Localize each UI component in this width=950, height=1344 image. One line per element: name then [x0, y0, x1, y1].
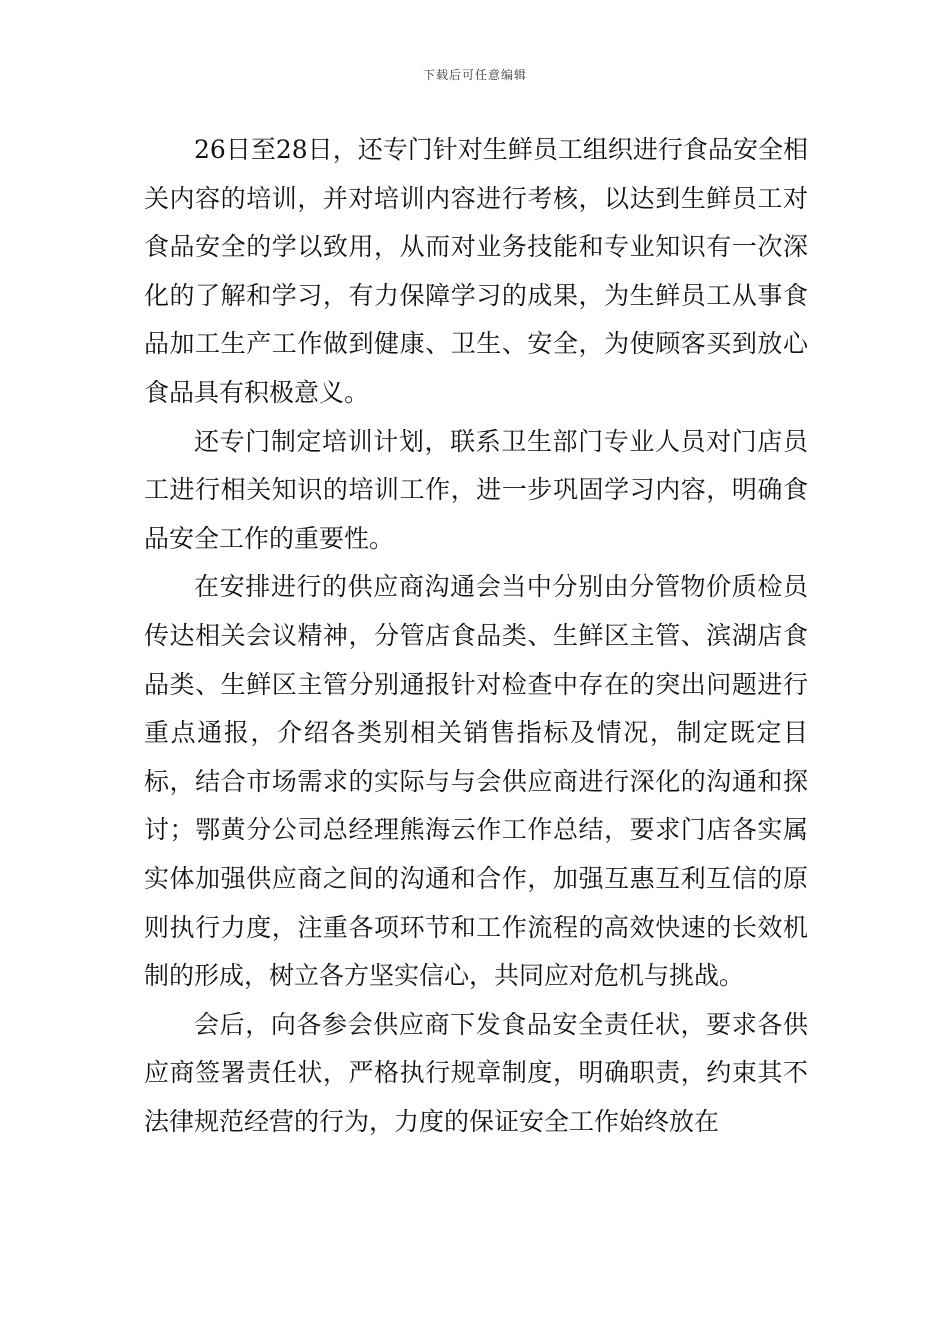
page-header: 下载后可任意编辑 — [422, 68, 527, 82]
paragraph-training-plan: 还专门制定培训计划，联系卫生部门专业人员对门店员工进行相关知识的培训工作，进一步巩固学习内容，明确食品安全工作的重要性。 — [144, 426, 808, 553]
paragraph-supplier-meeting: 在安排进行的供应商沟通会当中分别由分管物价质检员传达相关会议精神，分管店食品类、生鲜区主管、滨湖店食品类、生鲜区主管分别通报针对检查中存在的突出问题进行重点通报，介绍各类别相关销售指标及情况，制定既定目标，结合市场需求的实际与与会供应商进行深化的沟通和探讨；鄂黄分公司总经理熊海云作工作总结，要求门店各实属实体加强供应商之间的沟通和合作，加强互惠互利互信的原则执行力度，注重各项环节和工作流程的高效快速的长效机制的形成，树立各方坚实信心，共同应对危机与挑战。 — [144, 572, 808, 991]
paragraph-responsibility: 会后，向各参会供应商下发食品安全责任状，要求各供应商签署责任状，严格执行规章制度，明确职责，约束其不法律规范经营的行为，力度的保证安全工作始终放在 — [144, 1009, 808, 1136]
paragraph-training: 26日至28日，还专门针对生鲜员工组织进行食品安全相关内容的培训，并对培训内容进行考核，以达到生鲜员工对食品安全的学以致用，从而对业务技能和专业知识有一次深化的了解和学习，有力保障学习的成果，为生鲜员工从事食品加工生产工作做到健康、卫生、安全，为使顾客买到放心食品具有积极意义。 — [144, 135, 808, 407]
document-body — [144, 126, 808, 1146]
